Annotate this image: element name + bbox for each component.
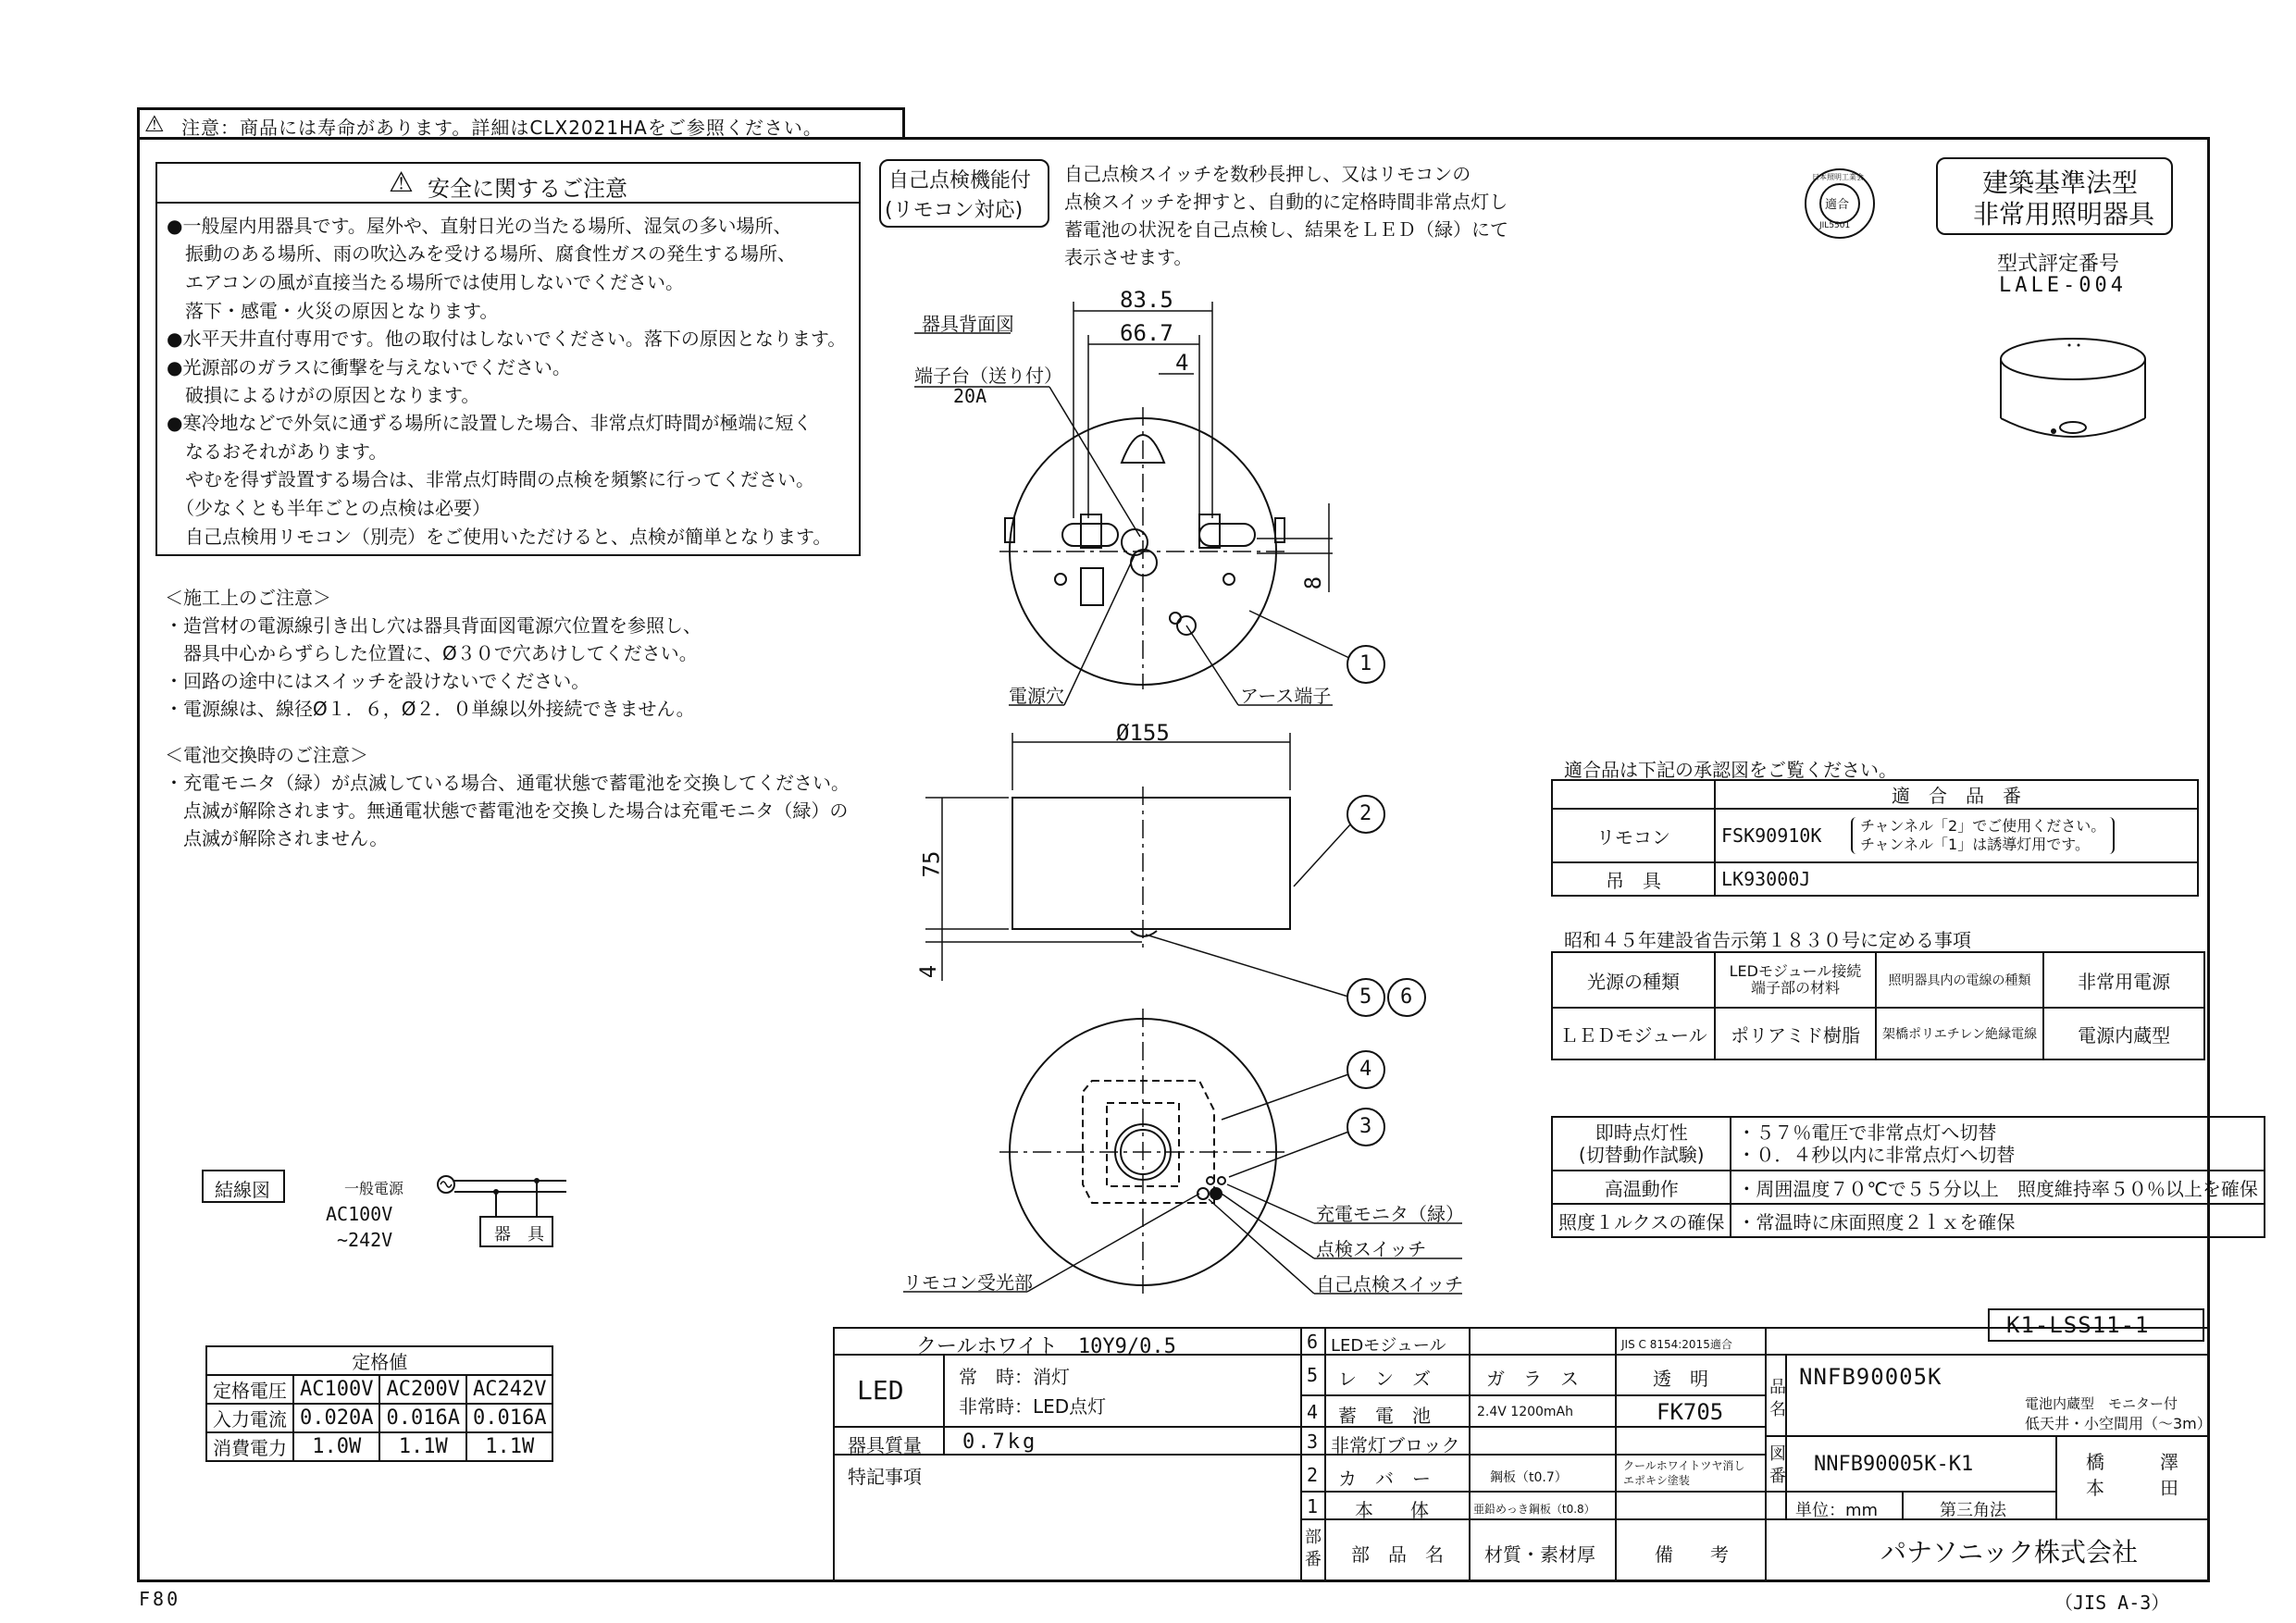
safety-line: やむを得ず設置する場合は、非常点灯時間の点検を頻繁に行ってください。 — [167, 468, 814, 490]
check-switch-label: 点検スイッチ — [1316, 1238, 1427, 1260]
corner-left: F80 — [139, 1588, 181, 1610]
ratings-cell: 消費電力 — [206, 1432, 293, 1461]
construction-line: 器具中心からずらした位置に、Ø３０で穴あけしてください。 — [165, 642, 698, 664]
wiring-device: 器 具 — [494, 1225, 544, 1245]
ratings-cell: 入力電流 — [206, 1404, 293, 1432]
notice45-header: 非常用電源 — [2043, 952, 2204, 1008]
ratings-cell: 1.0W — [293, 1432, 379, 1461]
compat-code: LK93000J — [1715, 862, 2198, 896]
part-name: 非常灯ブロック — [1331, 1434, 1460, 1456]
ratings-cell: 1.1W — [379, 1432, 465, 1461]
dim-75: 75 — [918, 850, 945, 878]
fig-number: NNFB90005K-K1 — [1814, 1453, 1974, 1476]
safety-warning-icon: ⚠ — [389, 167, 414, 199]
self-test-line: 表示させます。 — [1064, 246, 1193, 268]
signature-2: 本 田 — [2086, 1477, 2178, 1499]
remarks-label: 特記事項 — [848, 1466, 922, 1488]
ratings-cell: 1.1W — [466, 1432, 552, 1461]
terminal-label: 端子台（送り付） — [914, 365, 1062, 387]
ratings-cell: 0.016A — [379, 1404, 465, 1432]
wiring-label: 結線図 — [215, 1179, 270, 1201]
wiring-voltage2: ~242V — [337, 1229, 393, 1251]
safety-line: なるおそれがあります。 — [167, 440, 388, 463]
power-hole-label: 電源穴 — [1009, 685, 1064, 707]
safety-line: ●寒冷地などで外気に通ずる場所に設置した場合、非常点灯時間が極端に短く — [167, 412, 813, 434]
notice45-header: 光源の種類 — [1552, 952, 1715, 1008]
compat-name: 吊 具 — [1552, 862, 1715, 896]
projection-label: 第三角法 — [1940, 1501, 2006, 1520]
type-line2: 非常用照明器具 — [1973, 199, 2155, 229]
safety-line: ●一般屋内用器具です。屋外や、直射日光の当たる場所、湿気の多い場所、 — [167, 215, 792, 237]
product-label: 品 名 — [1769, 1378, 1786, 1419]
compat-caption: 適合品は下記の承認図をご覧ください。 — [1564, 759, 1897, 781]
charge-monitor-label: 充電モニタ（緑） — [1316, 1203, 1464, 1225]
notice45-value: 電源内蔵型 — [2043, 1008, 2204, 1059]
wiring-voltage1: AC100V — [326, 1203, 393, 1225]
weight-value: 0.7kg — [962, 1431, 1038, 1454]
seal-top: 日本照明工業会 — [1812, 173, 1864, 181]
battery-line: 点滅が解除されません。 — [165, 827, 389, 849]
company-name: パナソニック株式会社 — [1880, 1537, 2139, 1567]
ratings-cell: AC200V — [379, 1375, 465, 1404]
compat-code: FSK90910K — [1721, 824, 1822, 847]
safety-line: エアコンの風が直接当たる場所では使用しないでください。 — [167, 271, 684, 293]
spec-line: ・周囲温度７０℃で５５分以上 照度維持率５０％以上を確保 — [1731, 1171, 2264, 1204]
part-name: レ ン ズ — [1338, 1368, 1431, 1390]
unit-label: 単位：mm — [1795, 1501, 1879, 1520]
part-no: 1 — [1307, 1495, 1319, 1518]
dim-4-top: 4 — [1175, 350, 1189, 376]
corner-right: （JIS A-3） — [2054, 1592, 2170, 1614]
signature-1: 橋 澤 — [2086, 1451, 2178, 1473]
part-no: 5 — [1307, 1364, 1319, 1386]
self-test-line: 点検スイッチを押すと、自動的に定格時間非常点灯し — [1064, 191, 1508, 213]
safety-line: （少なくとも半年ごとの点検は必要） — [167, 497, 490, 519]
product-desc2: 低天井・小空間用（～3m） — [2025, 1415, 2212, 1432]
ratings-cell: 0.016A — [466, 1404, 552, 1432]
spec-line: ・０．４秒以内に非常点灯へ切替 — [1737, 1144, 2016, 1166]
part-material: 亜鉛めっき鋼板（t0.8） — [1473, 1503, 1595, 1516]
part-no: 3 — [1307, 1431, 1319, 1453]
callout-1: 1 — [1359, 652, 1372, 675]
ratings-cell: AC100V — [293, 1375, 379, 1404]
led-emergency: 非常時：LED点灯 — [959, 1395, 1107, 1418]
battery-line: ・充電モニタ（緑）が点滅している場合、通電状態で蓄電池を交換してください。 — [165, 772, 850, 794]
compat-header: 適 合 品 番 — [1715, 780, 2198, 809]
dim-8: 8 — [1300, 576, 1327, 590]
color-spec: クールホワイト 10Y9/0.5 — [916, 1335, 1176, 1358]
notice45-caption: 昭和４５年建設省告示第１８３０号に定める事項 — [1564, 929, 1971, 951]
seal-bottom: JIL5501 — [1819, 221, 1851, 230]
dim-4-side: 4 — [915, 964, 942, 979]
battery-title: ＜電池交換時のご注意＞ — [165, 744, 368, 766]
part-note: FK705 — [1657, 1399, 1724, 1425]
callout-6: 6 — [1400, 985, 1413, 1009]
callout-2: 2 — [1359, 802, 1372, 825]
callout-4: 4 — [1359, 1058, 1372, 1081]
footer-no: 部 番 — [1305, 1528, 1322, 1569]
compat-note-line2: チャンネル「1」は誘導灯用です。 — [1860, 836, 2090, 853]
spec-label-sub: (切替動作試験) — [1578, 1144, 1705, 1166]
footer-note: 備 考 — [1655, 1543, 1729, 1566]
ratings-cell: 0.020A — [293, 1404, 379, 1432]
part-name: カ バ ー — [1338, 1468, 1431, 1490]
product-desc1: 電池内蔵型 モニター付 — [2025, 1395, 2178, 1412]
part-name: LEDモジュール — [1331, 1336, 1446, 1356]
compat-name: リモコン — [1552, 809, 1715, 862]
compat-note-line1: チャンネル「2」でご使用ください。 — [1860, 817, 2106, 835]
notice45-header: 照明器具内の電線の種類 — [1876, 952, 2043, 1008]
type-line1: 建築基準法型 — [1982, 167, 2139, 198]
construction-line: ・造営材の電源線引き出し穴は器具背面図電源穴位置を参照し、 — [165, 614, 701, 637]
callout-3: 3 — [1359, 1115, 1372, 1138]
notice45-value: ＬＥＤモジュール — [1552, 1008, 1715, 1059]
part-material: 2.4V 1200mAh — [1477, 1405, 1574, 1419]
rating-label: 型式評定番号 — [1997, 253, 2120, 276]
part-note: 透 明 — [1653, 1368, 1708, 1390]
callout-5: 5 — [1359, 985, 1372, 1009]
part-no: 2 — [1307, 1464, 1319, 1486]
product-code: NNFB90005K — [1799, 1364, 1942, 1390]
terminal-rating: 20A — [953, 385, 987, 407]
self-test-badge-line2: (リモコン対応) — [885, 199, 1024, 222]
ratings-title: 定格値 — [206, 1346, 552, 1375]
self-test-badge-line1: 自己点検機能付 — [888, 169, 1032, 192]
header-notice: 注意：商品には寿命があります。詳細はCLX2021HAをご参照ください。 — [181, 117, 823, 139]
spec-line: ・常温時に床面照度２ｌｘを確保 — [1731, 1204, 2264, 1237]
ratings-cell: AC242V — [466, 1375, 552, 1404]
safety-line: ●光源部のガラスに衝撃を与えないでください。 — [167, 356, 571, 378]
part-note: JIS C 8154:2015適合 — [1621, 1338, 1732, 1351]
remote-receiver-label: リモコン受光部 — [903, 1271, 1033, 1294]
seal-center: 適合 — [1825, 198, 1850, 212]
part-no: 6 — [1307, 1331, 1319, 1353]
spec-label: 照度１ルクスの確保 — [1552, 1204, 1731, 1237]
fig-label: 図 番 — [1769, 1444, 1786, 1486]
dim-diameter: Ø155 — [1116, 720, 1170, 746]
rating-number: LALE-004 — [1999, 274, 2127, 297]
safety-line: 自己点検用リモコン（別売）をご使用いただけると、点検が簡単となります。 — [167, 526, 832, 548]
part-no: 4 — [1307, 1401, 1319, 1423]
battery-line: 点滅が解除されます。無通電状態で蓄電池を交換した場合は充電モニタ（緑）の — [165, 799, 849, 822]
notice45-value: ポリアミド樹脂 — [1715, 1008, 1876, 1059]
construction-line: ・電源線は、線径Ø１．６，Ø２．０単線以外接続できません。 — [165, 698, 695, 720]
footer-name: 部 品 名 — [1351, 1543, 1444, 1566]
wiring-power: 一般電源 — [344, 1180, 404, 1197]
spec-label: 高温動作 — [1552, 1171, 1731, 1204]
safety-title: 安全に関するご注意 — [428, 176, 627, 202]
spec-line: ・５７％電圧で非常点灯へ切替 — [1737, 1121, 1997, 1144]
part-material: 鋼板（t0.7） — [1490, 1470, 1568, 1485]
footer-material: 材質・素材厚 — [1484, 1543, 1595, 1566]
led-label: LED — [857, 1375, 904, 1406]
led-normal: 常 時：消灯 — [959, 1366, 1070, 1388]
part-name: 本 体 — [1355, 1499, 1429, 1521]
spec-label-main: 即時点灯性 — [1595, 1121, 1688, 1144]
safety-line: 落下・感電・火災の原因となります。 — [167, 300, 499, 322]
drawing-number: K1-LSS11-1 — [2006, 1312, 2150, 1338]
dim-66-7: 66.7 — [1120, 320, 1173, 346]
earth-terminal-label: アース端子 — [1240, 685, 1332, 707]
notice45-header: LEDモジュール接続 端子部の材料 — [1715, 952, 1876, 1008]
part-material: ガ ラ ス — [1486, 1368, 1579, 1390]
self-test-line: 自己点検スイッチを数秒長押し、又はリモコンの — [1064, 163, 1471, 185]
warning-triangle-icon: ⚠ — [144, 111, 165, 137]
part-name: 蓄 電 池 — [1338, 1405, 1431, 1427]
safety-line: 破損によるけがの原因となります。 — [167, 384, 480, 406]
safety-line: 振動のある場所、雨の吹込みを受ける場所、腐食性ガスの発生する場所、 — [167, 242, 796, 265]
safety-line: ●水平天井直付専用です。他の取付はしないでください。落下の原因となります。 — [167, 328, 847, 350]
dim-83-5: 83.5 — [1120, 287, 1173, 313]
construction-title: ＜施工上のご注意＞ — [165, 587, 331, 609]
part-note: クールホワイトツヤ消し エポキシ塗装 — [1623, 1459, 1745, 1487]
weight-label: 器具質量 — [848, 1434, 922, 1456]
ratings-cell: 定格電圧 — [206, 1375, 293, 1404]
notice45-value: 架橋ポリエチレン絶縁電線 — [1876, 1008, 2043, 1059]
self-check-switch-label: 自己点検スイッチ — [1316, 1273, 1464, 1295]
self-test-line: 蓄電池の状況を自己点検し、結果をＬＥＤ（緑）にて — [1064, 218, 1508, 241]
construction-line: ・回路の途中にはスイッチを設けないでください。 — [165, 670, 590, 692]
back-view-label: 器具背面図 — [922, 313, 1014, 335]
